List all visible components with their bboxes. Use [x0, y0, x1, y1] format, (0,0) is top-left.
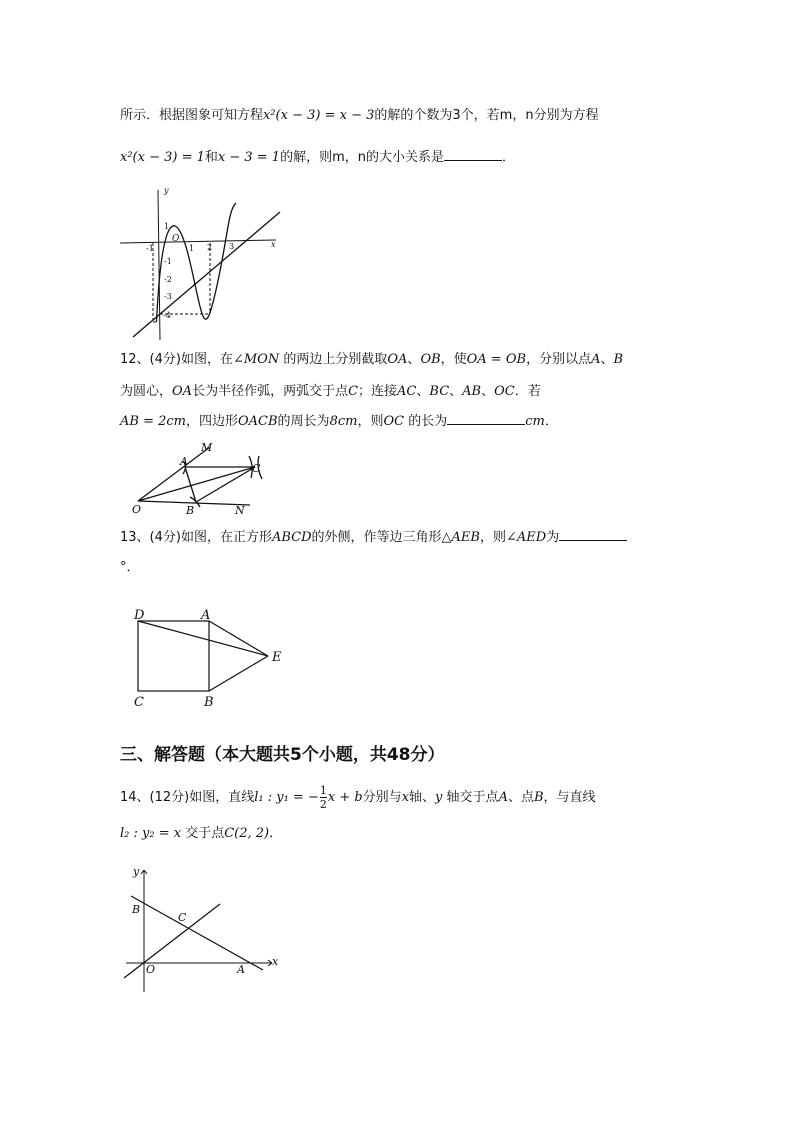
- y-tick-1: 1: [164, 222, 170, 231]
- label-A: A: [201, 608, 211, 623]
- q14-figure: [118, 860, 288, 1000]
- graph-y-label: y: [164, 186, 169, 195]
- segment-AE: [209, 621, 268, 656]
- q11-graph: [116, 185, 281, 345]
- y-tick-neg2: -2: [164, 275, 172, 284]
- y-tick-neg3: -3: [164, 292, 172, 301]
- label-C: C: [134, 695, 144, 710]
- q12-figure: [128, 440, 278, 515]
- label-O: O: [132, 503, 142, 516]
- x-tick-3: 3: [229, 242, 235, 251]
- segment-OC: [138, 467, 255, 501]
- segment-DE: [138, 621, 268, 656]
- label-A: A: [237, 963, 245, 976]
- square-ABCD: [138, 621, 209, 691]
- q14-line2: l₂ : y₂ = x 交于点C(2, 2)．: [120, 826, 283, 841]
- q13-line2: °．: [120, 560, 140, 575]
- label-B: B: [186, 504, 195, 517]
- label-x: x: [272, 955, 279, 968]
- q11-line2: x²(x − 3) = 1和x − 3 = 1的解，则m，n的大小关系是 ．: [120, 150, 516, 165]
- fraction-one-half: $\frac{1}{2}$: [319, 784, 327, 811]
- graph-x-label: x: [271, 240, 276, 249]
- q12-answer-blank[interactable]: [447, 412, 525, 425]
- x-tick-neg1: -1: [146, 244, 154, 253]
- q11-equation-1: x²(x − 3) = 1: [120, 150, 205, 165]
- label-A: A: [180, 455, 188, 468]
- q12-line3: AB = 2cm，四边形OACB的周长为8cm，则OC 的长为 cm．: [120, 414, 558, 429]
- label-y: y: [133, 865, 140, 878]
- ray-OM: [138, 447, 210, 501]
- segment-BE: [209, 656, 268, 691]
- label-M: M: [201, 441, 213, 454]
- label-E: E: [272, 650, 282, 665]
- x-tick-1: 1: [189, 244, 195, 253]
- q13-figure: [128, 605, 288, 713]
- y-axis: [158, 190, 160, 340]
- q11-equation-2: x − 3 = 1: [217, 150, 281, 165]
- label-B: B: [204, 695, 214, 710]
- y-tick-neg1: -1: [164, 257, 172, 266]
- q11-equation: x²(x − 3) = x − 3: [263, 108, 375, 123]
- q11-line1: 所示．根据图象可知方程x²(x − 3) = x − 3的解的个数为3个，若m，n分别为方程: [120, 108, 599, 123]
- q12-line1: 12、(4分)如图，在∠MON 的两边上分别截取OA、OB，使OA = OB，分别以点A、B: [120, 352, 624, 367]
- label-B: B: [132, 903, 141, 916]
- label-C: C: [252, 462, 261, 475]
- q13-line1: 13、(4分)如图，在正方形ABCD的外侧，作等边三角形△AEB，则∠AED为: [120, 528, 627, 548]
- y-tick-neg4: -4: [163, 311, 171, 320]
- q13-answer-blank[interactable]: [559, 528, 627, 541]
- q11-answer-blank[interactable]: [444, 148, 502, 161]
- label-N: N: [235, 504, 245, 517]
- segment-BC: [196, 467, 255, 502]
- q12-line2: 为圆心，OA长为半径作弧，两弧交于点C；连接AC、BC、AB、OC．若: [120, 384, 541, 399]
- label-C: C: [178, 911, 187, 924]
- line-l1: [131, 896, 263, 970]
- x-axis: [120, 240, 276, 243]
- label-D: D: [134, 608, 145, 623]
- section-3-heading: 三、解答题（本大题共5个小题，共48分）: [120, 745, 445, 765]
- x-tick-2: 2: [207, 243, 213, 252]
- label-O: O: [146, 963, 156, 976]
- q14-line1: 14、(12分)如图，直线l₁ : y₁ = − $\frac{1}{2}$ x + b分别与x轴、y 轴交于点A、点B，与直线: [120, 784, 596, 811]
- graph-origin: O: [172, 234, 180, 244]
